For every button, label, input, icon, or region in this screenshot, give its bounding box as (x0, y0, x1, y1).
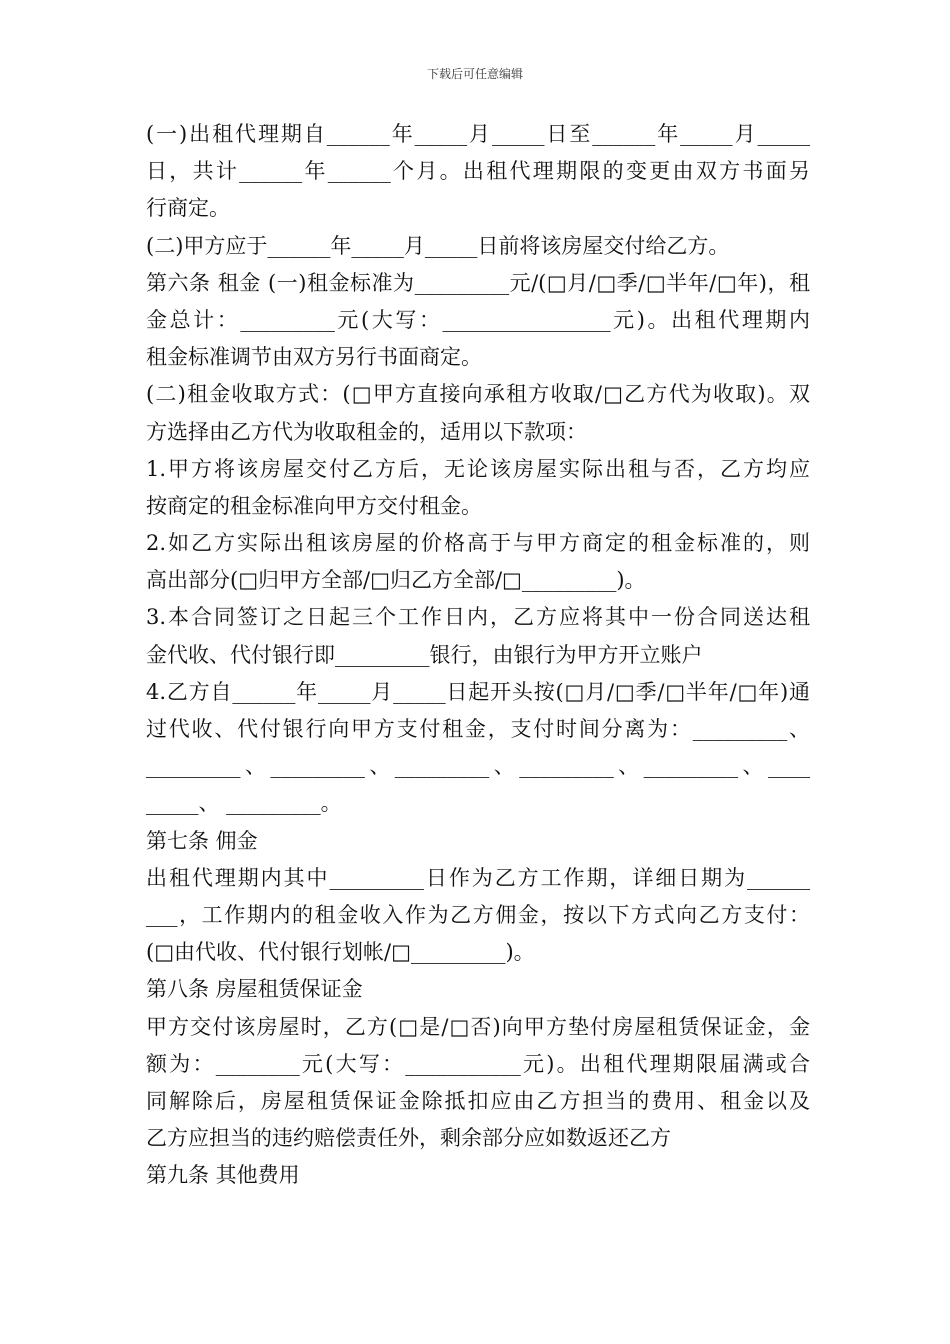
text-line: 金代收、代付银行即_________银行，由银行为甲方开立账户 (146, 642, 703, 667)
text-line: 高出部分(□归甲方全部/□归乙方全部/□_________)。 (146, 568, 646, 593)
text-line: (二)甲方应于______年_____月_____日前将该房屋交付给乙方。 (146, 233, 730, 258)
text-line: 行商定。 (146, 196, 230, 221)
text-line: 4.乙方自______年_____月_____日起开头按(□月/□季/□半年/□年)通 (146, 679, 810, 704)
text-line: 第六条 租金 (一)租金标准为_________元/(□月/□季/□半年/□年)，租 (146, 270, 810, 295)
page-header: 下载后可任意编辑 (426, 67, 523, 81)
text-line: (□由代收、代付银行划帐/□_________)。 (146, 940, 535, 965)
section-heading: 第八条 房屋租赁保证金 (146, 977, 363, 1002)
text-line: 2.如乙方实际出租该房屋的价格高于与甲方商定的租金标准的，则 (146, 531, 810, 556)
section-heading: 第七条 佣金 (146, 828, 258, 853)
text-line: 租金标准调节由双方另行书面商定。 (146, 345, 482, 370)
text-line: ___，工作期内的租金收入作为乙方佣金，按以下方式向乙方支付： (146, 902, 810, 927)
text-line: 乙方应担当的违约赔偿责任外，剩余部分应如数返还乙方 (146, 1126, 671, 1151)
text-line: 3.本合同签订之日起三个工作日内，乙方应将其中一份合同送达租 (146, 605, 810, 630)
text-line: 同解除后，房屋租赁保证金除抵扣应由乙方担当的费用、租金以及 (146, 1088, 810, 1113)
text-line: 日，共计______年______个月。出租代理期限的变更由双方书面另 (146, 159, 810, 184)
text-line: 出租代理期内其中_________日作为乙方工作期，详细日期为______ (146, 865, 810, 890)
text-line: 1.甲方将该房屋交付乙方后，无论该房屋实际出租与否，乙方均应 (146, 456, 810, 481)
text-line: 按商定的租金标准向甲方交付租金。 (146, 493, 482, 518)
text-line: (二)租金收取方式：(□甲方直接向承租方收取/□乙方代为收取)。双 (146, 382, 810, 407)
text-line: 方选择由乙方代为收取租金的，适用以下款项： (146, 419, 587, 444)
text-line: 过代收、代付银行向甲方支付租金，支付时间分离为：_________、 (146, 717, 810, 741)
text-line: 额为：________元(大写：___________元)。出租代理期限届满或合 (146, 1051, 810, 1076)
text-line: (一)出租代理期自______年_____月_____日至______年_____月_____ (146, 122, 810, 146)
text-line: _____、 _________。 (146, 791, 342, 816)
section-heading: 第九条 其他费用 (146, 1163, 300, 1188)
text-line: 甲方交付该房屋时，乙方(□是/□否)向甲方垫付房屋租赁保证金，金 (146, 1014, 810, 1039)
text-line: 金总计：_________元(大写：________________元)。出租代理期内 (146, 307, 810, 332)
text-line: _________、_________、_________、_________、_________、____ (146, 754, 810, 779)
contract-body (146, 116, 810, 1194)
